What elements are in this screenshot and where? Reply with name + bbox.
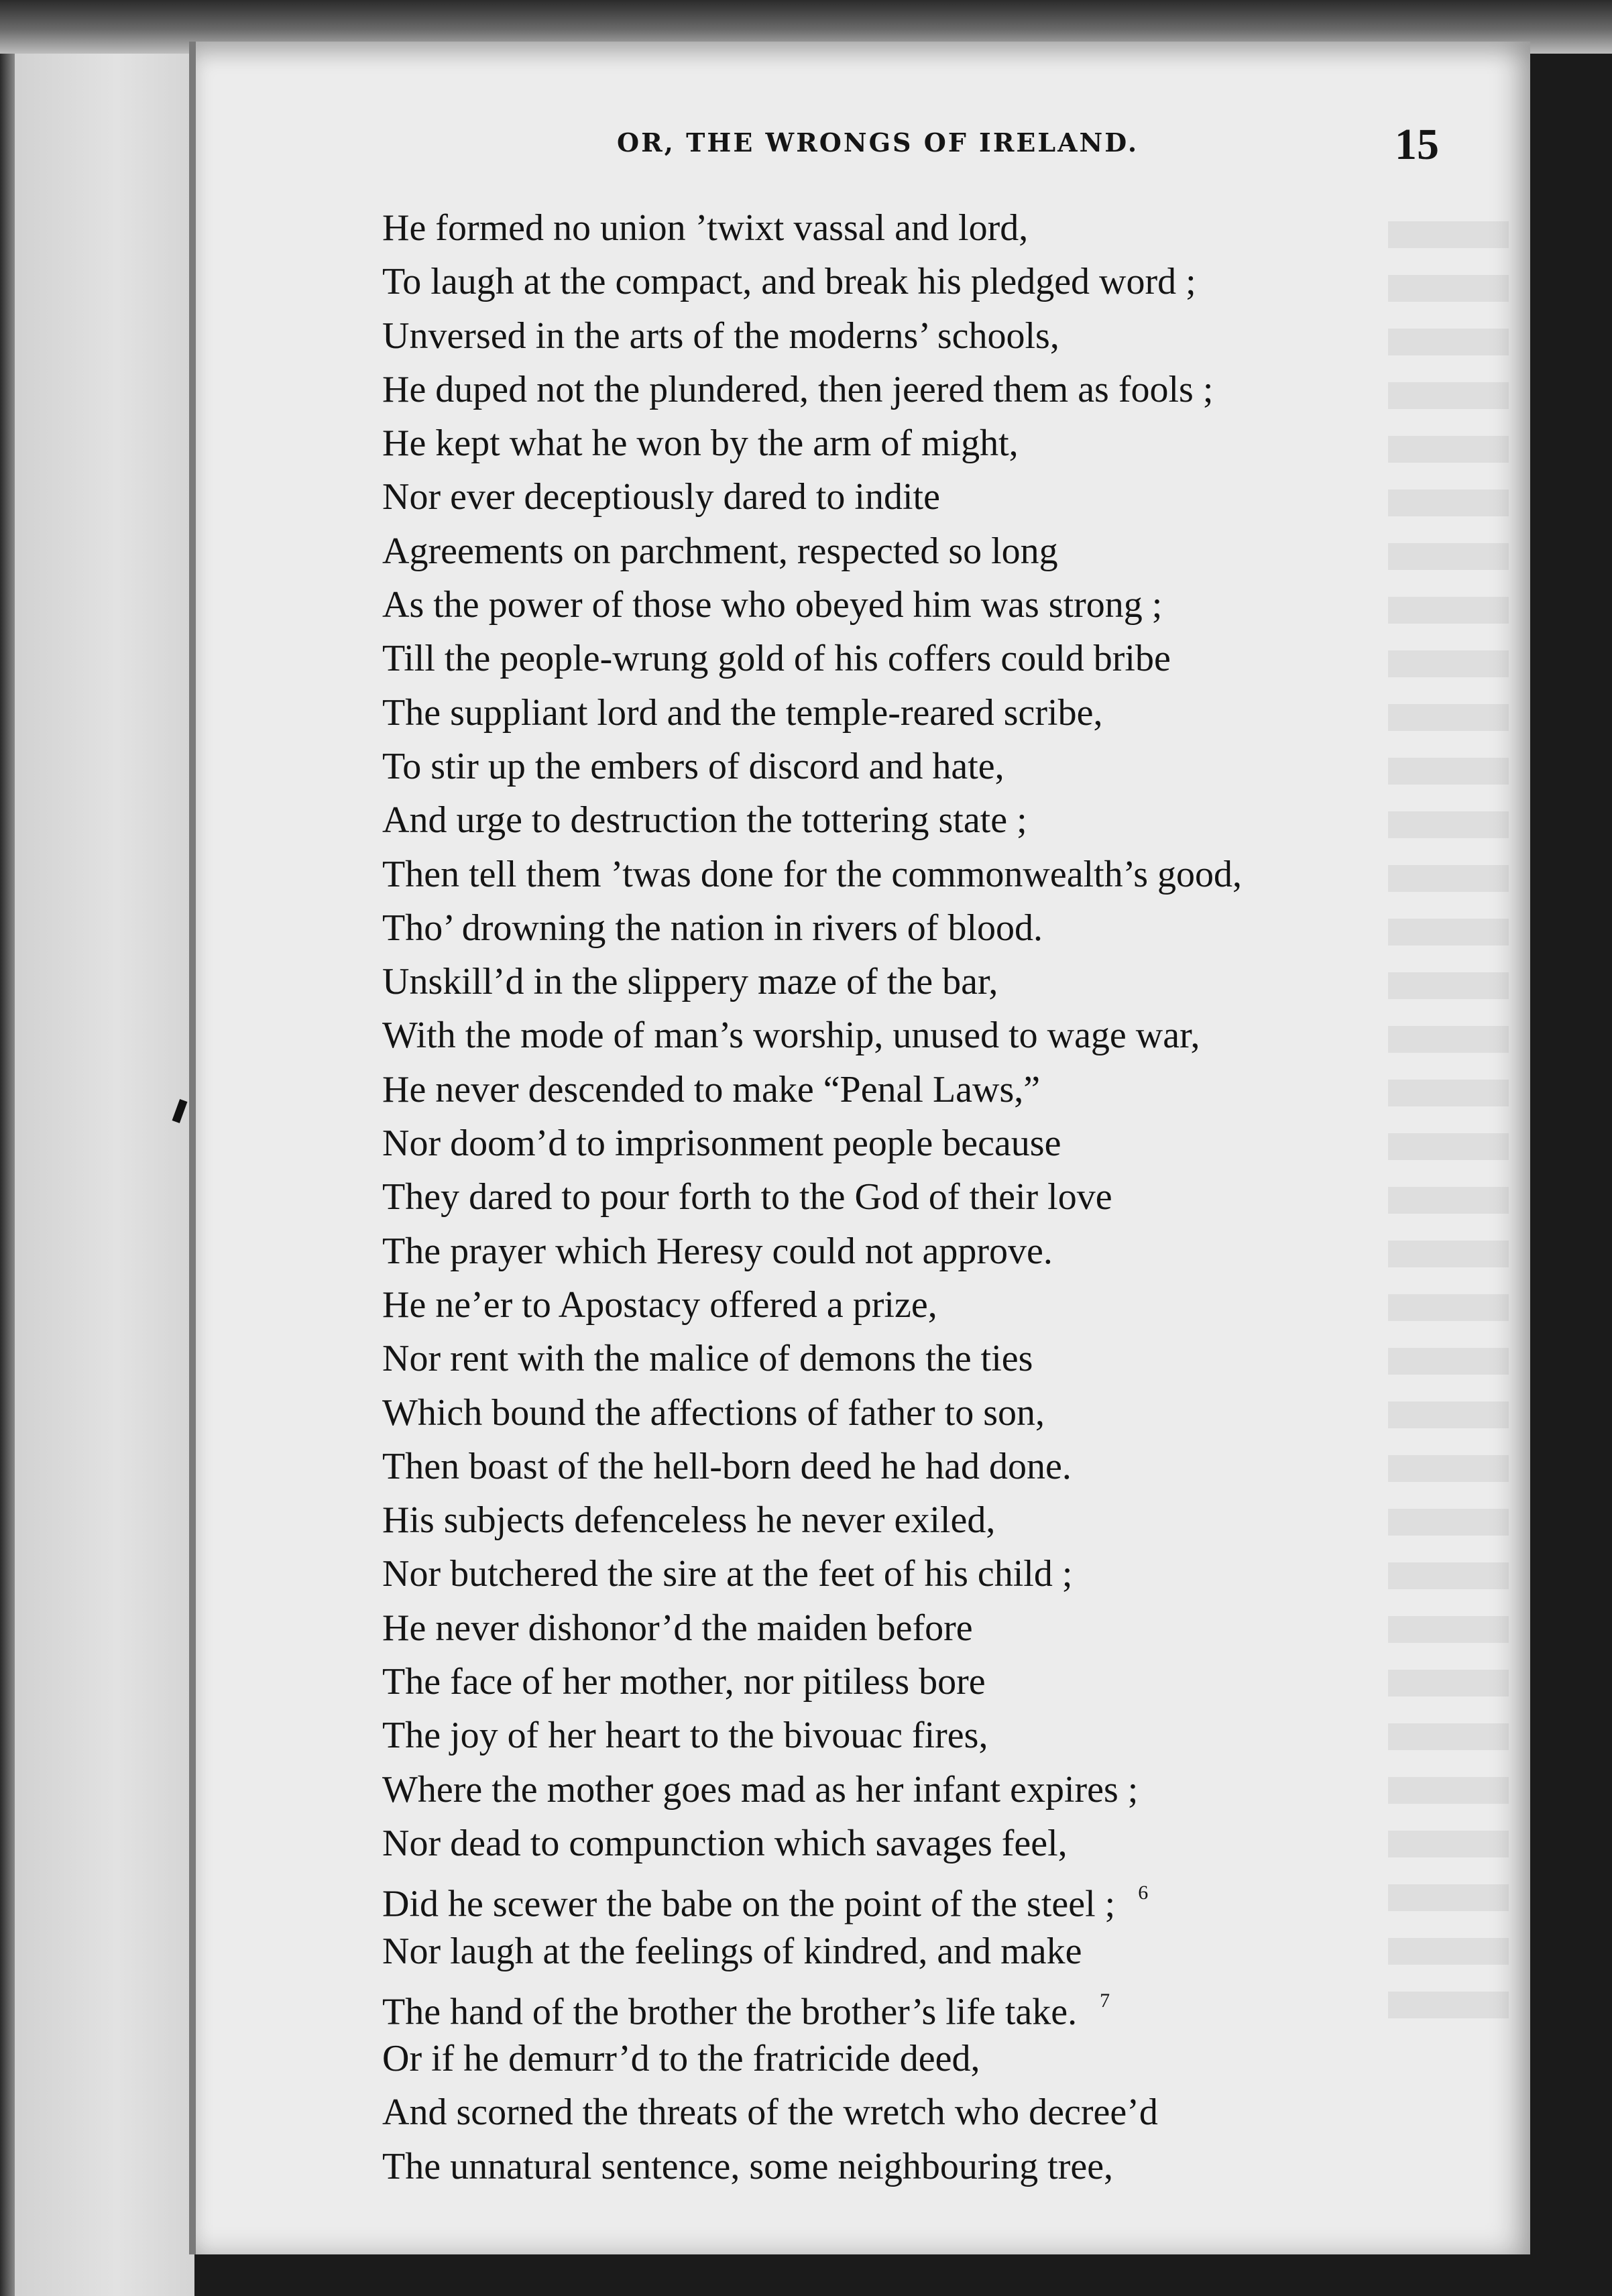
scan-left-edge xyxy=(0,0,15,2296)
verse-line-text: The hand of the brother the brother’s life take. xyxy=(382,1991,1078,2033)
verse-line-text: They dared to pour forth to the God of their love xyxy=(382,1176,1112,1218)
verse-line xyxy=(382,1870,1375,1924)
verse-line-text: With the mode of man’s worship, unused to wage war, xyxy=(382,1015,1200,1057)
footnote-marker: 6 xyxy=(1138,1882,1149,1904)
show-through-text xyxy=(1388,221,1509,2032)
verse-line-text: He ne’er to Apostacy offered a prize, xyxy=(382,1283,937,1326)
verse-line-text: He kept what he won by the arm of might, xyxy=(382,422,1019,465)
verse-line-text: He never dishonor’d the maiden before xyxy=(382,1607,973,1649)
verse-line-text: He duped not the plundered, then jeered them as fools ; xyxy=(382,368,1214,410)
verse-line xyxy=(382,1817,1375,1870)
verse-line-text: Nor butchered the sire at the feet of his child ; xyxy=(382,1553,1073,1595)
verse-line xyxy=(382,1763,1375,1817)
verse-lines xyxy=(382,201,1375,2193)
verse-line xyxy=(382,740,1375,793)
verse-line-text: Till the people-wrung gold of his coffers could bribe xyxy=(382,638,1171,680)
verse-line xyxy=(382,1224,1375,1278)
verse-line-text: Unversed in the arts of the moderns’ schools, xyxy=(382,314,1059,357)
verse-line-text: Where the mother goes mad as her infant expires ; xyxy=(382,1768,1139,1811)
verse-line xyxy=(382,255,1375,308)
verse-line xyxy=(382,1063,1375,1116)
verse-line-text: Or if he demurr’d to the fratricide deed, xyxy=(382,2038,980,2080)
verse-line xyxy=(382,201,1375,255)
verse-line xyxy=(382,632,1375,685)
page-fold xyxy=(189,42,196,2254)
verse-line xyxy=(382,2140,1375,2193)
page-header xyxy=(201,120,1475,181)
verse-line-text: The unnatural sentence, some neighbouring tree, xyxy=(382,2145,1114,2187)
verse-line-text: And scorned the threats of the wretch who decree’d xyxy=(382,2091,1158,2134)
verse-line xyxy=(382,793,1375,847)
verse-line xyxy=(382,1601,1375,1655)
verse-line xyxy=(382,1978,1375,2032)
verse-line-text: Nor dead to compunction which savages feel, xyxy=(382,1822,1068,1864)
facing-page-margin xyxy=(0,0,194,2296)
verse-line-text: He never descended to make “Penal Laws,” xyxy=(382,1068,1041,1110)
verse-line-text: And urge to destruction the tottering state ; xyxy=(382,799,1027,842)
verse-line xyxy=(382,1493,1375,1547)
verse-line-text: He formed no union ’twixt vassal and lord, xyxy=(382,207,1029,249)
verse-line xyxy=(382,686,1375,740)
verse-line-text: Nor rent with the malice of demons the ties xyxy=(382,1338,1033,1380)
running-title: OR, THE WRONGS OF IRELAND. xyxy=(617,127,1139,158)
verse-line xyxy=(382,1655,1375,1709)
verse-line-text: Nor laugh at the feelings of kindred, and make xyxy=(382,1930,1082,1972)
verse-line-text: Then tell them ’twas done for the commonwealth’s good, xyxy=(382,853,1243,895)
verse-line xyxy=(382,1386,1375,1440)
verse-line xyxy=(382,2085,1375,2139)
verse-line xyxy=(382,1009,1375,1062)
verse-line xyxy=(382,1440,1375,1493)
verse-line xyxy=(382,1332,1375,1385)
verse-line-text: Tho’ drowning the nation in rivers of blood. xyxy=(382,907,1043,949)
verse-line xyxy=(382,470,1375,524)
page-number: 15 xyxy=(1395,120,1439,169)
verse-line-text: The suppliant lord and the temple-reared scribe, xyxy=(382,691,1103,734)
verse-line xyxy=(382,309,1375,363)
verse-line xyxy=(382,578,1375,632)
verse-line-text: His subjects defenceless he never exiled, xyxy=(382,1499,996,1542)
verse-line xyxy=(382,1278,1375,1332)
verse-line xyxy=(382,416,1375,470)
verse-line xyxy=(382,524,1375,578)
verse-line-text: The joy of her heart to the bivouac fires, xyxy=(382,1715,988,1757)
verse-line xyxy=(382,2032,1375,2085)
verse-line-text: Agreements on parchment, respected so long xyxy=(382,530,1058,572)
verse-line xyxy=(382,1116,1375,1170)
verse-line xyxy=(382,1709,1375,1762)
verse-line-text: Which bound the affections of father to son, xyxy=(382,1391,1045,1434)
verse-line xyxy=(382,1170,1375,1224)
verse-line-text: Nor ever deceptiously dared to indite xyxy=(382,476,940,518)
verse-line xyxy=(382,1547,1375,1601)
verse-line xyxy=(382,1925,1375,1978)
verse-line-text: Then boast of the hell-born deed he had done. xyxy=(382,1445,1072,1487)
verse-line xyxy=(382,363,1375,416)
verse-line-text: The face of her mother, nor pitiless bore xyxy=(382,1661,986,1703)
verse-line xyxy=(382,848,1375,901)
verse-line-text: To stir up the embers of discord and hate, xyxy=(382,745,1004,787)
verse-line-text: Nor doom’d to imprisonment people because xyxy=(382,1123,1061,1165)
verse-line xyxy=(382,955,1375,1009)
verse-line-text: Unskill’d in the slippery maze of the bar, xyxy=(382,961,998,1003)
verse-line-text: The prayer which Heresy could not approve. xyxy=(382,1230,1053,1272)
verse-line-text: To laugh at the compact, and break his pledged word ; xyxy=(382,261,1196,303)
footnote-marker: 7 xyxy=(1100,1989,1110,2012)
verse-line xyxy=(382,901,1375,955)
verse-line-text: Did he scewer the babe on the point of the steel ; xyxy=(382,1883,1116,1925)
verse-line-text: As the power of those who obeyed him was strong ; xyxy=(382,584,1163,626)
